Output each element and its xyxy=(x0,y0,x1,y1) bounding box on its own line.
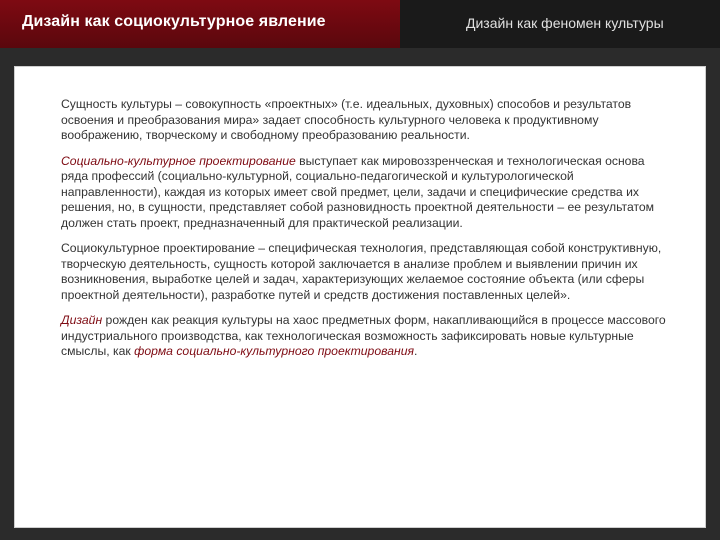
paragraph-1 xyxy=(61,97,671,144)
paragraph-4-highlight-form: форма социально-культурного проектирования xyxy=(134,344,414,358)
paragraph-3 xyxy=(61,241,671,303)
paragraph-1-text: Сущность культуры – совокупность «проектных» (т.е. идеальных, духовных) способов и результатов освоения и преобразования мира» задает способность культурного человека к продуктивному воображению, творческому и свободному преобразованию реальности. xyxy=(61,97,632,142)
paragraph-4 xyxy=(61,313,671,360)
title-block xyxy=(0,0,400,48)
content-card xyxy=(14,66,706,528)
paragraph-2 xyxy=(61,154,671,232)
paragraph-3-text: Социокультурное проектирование – специфическая технология, представляющая собой конструктивную, творческую деятельность, сущность которой заключается в анализе проблем и выявлении причин их возникновения, выработке целей и задач, характеризующих желаемое состояние объекта (или сферы проектной деятельности), разработке путей и средств достижения поставленных целей». xyxy=(61,241,662,302)
paragraph-2-highlight: Социально-культурное проектирование xyxy=(61,153,296,168)
text-area xyxy=(61,97,671,370)
paragraph-4-end: . xyxy=(413,344,418,358)
paragraph-2-text: выступает как мировоззренческая и технологическая основа ряда профессий (социально-культурной, социально-педагогической и культурологической направленности), каждая из которых имеет свой предмет, цели, задачи и специфические средства их решения, но, в сущности, представляет собой разновидность проектной деятельности – ее результатом должен стать проект, предназначенный для практической реализации. xyxy=(61,153,655,230)
paragraph-4-highlight-design: Дизайн xyxy=(61,313,103,327)
slide-title: Дизайн как социокультурное явление xyxy=(22,13,326,30)
paragraph-4-text: рожден как реакция культуры на хаос предметных форм, накапливающийся в процессе массового индустриального производства, как технологическая возможность зафиксировать новые культурные смыслы, как xyxy=(61,313,666,358)
slide-subtitle: Дизайн как феномен культуры xyxy=(466,15,664,31)
